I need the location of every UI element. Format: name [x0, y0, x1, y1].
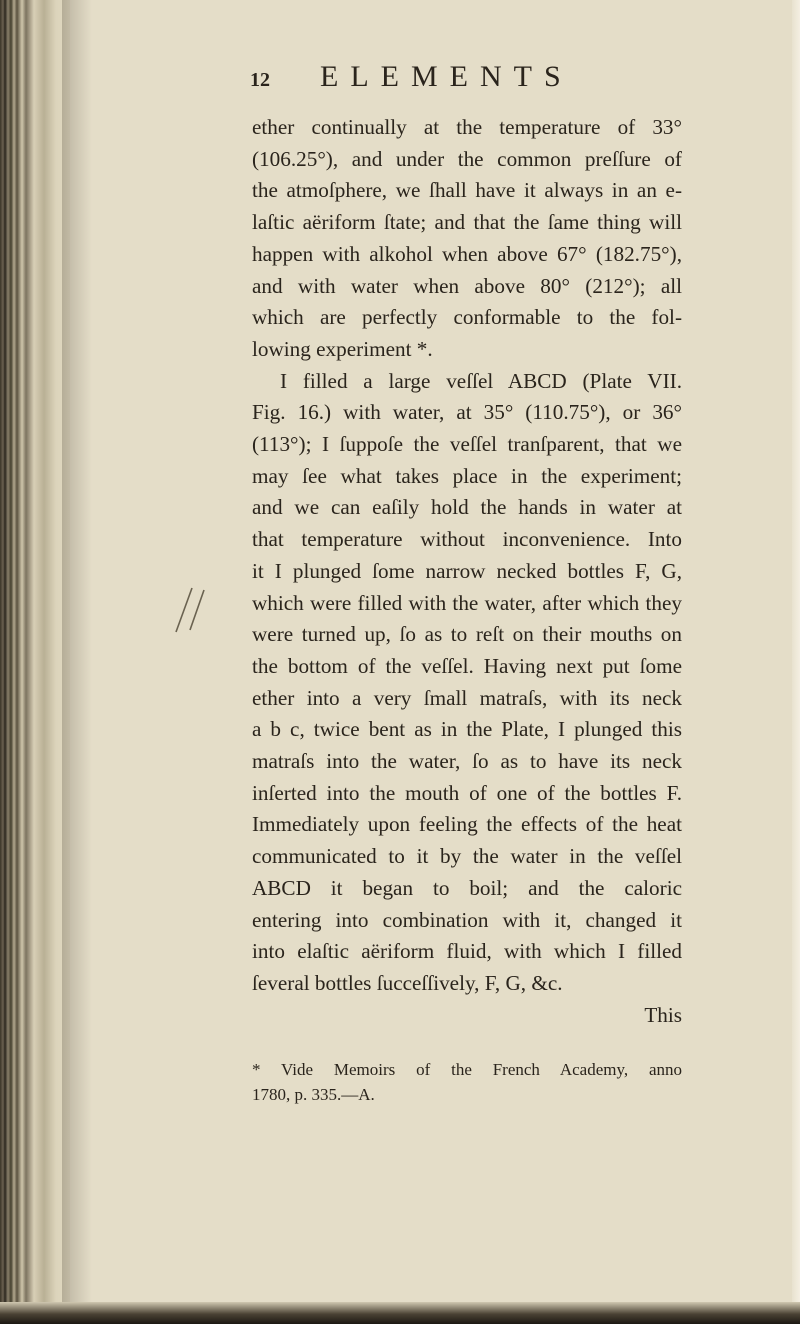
- text-line: ABCD it began to boil; and the caloric: [252, 875, 682, 900]
- page-number: 12: [250, 69, 270, 91]
- text-line: laſtic aëriform ſtate; and that the ſame thing will: [252, 210, 682, 235]
- catchword: This: [644, 1002, 682, 1027]
- text-line: that temperature without inconvenience. Into: [252, 527, 682, 552]
- text-line: and with water when above 80° (212°); all: [252, 273, 682, 298]
- text-line: (106.25°), and under the common preſſure of: [252, 146, 682, 171]
- text-line: ſeveral bottles ſucceſſively, F, G, &c.: [252, 970, 563, 995]
- text-line: Immediately upon feeling the effects of the heat: [252, 812, 682, 837]
- text-line: Fig. 16.) with water, at 35° (110.75°), or 36°: [252, 400, 682, 425]
- text-line: a b c, twice bent as in the Plate, I plunged this: [252, 717, 682, 742]
- gutter-shadow: [62, 0, 92, 1324]
- text-line: inſerted into the mouth of one of the bottles F.: [252, 780, 682, 805]
- text-line: may ſee what takes place in the experiment;: [252, 463, 682, 488]
- text-line: entering into combination with it, changed it: [252, 907, 682, 932]
- page-bottom-edge: [0, 1302, 800, 1324]
- text-line: ether continually at the temperature of 33°: [252, 115, 682, 139]
- text-line: into elaſtic aëriform fluid, with which I filled: [252, 939, 682, 964]
- text-line: happen with alkohol when above 67° (182.75°),: [252, 241, 682, 266]
- text-line: matraſs into the water, ſo as to have its neck: [252, 749, 682, 774]
- running-title: ELEMENTS: [320, 60, 573, 93]
- book-gutter: [0, 0, 70, 1324]
- text-line: the atmoſphere, we ſhall have it always in an e-: [252, 178, 682, 203]
- page-header: [250, 60, 800, 100]
- footnote: [252, 1057, 682, 1107]
- text-line: it I plunged ſome narrow necked bottles F, G,: [252, 558, 682, 583]
- text-line: (113°); I ſuppoſe the veſſel tranſparent, that we: [252, 432, 682, 457]
- text-line: the bottom of the veſſel. Having next put ſome: [252, 653, 682, 678]
- text-line: which were filled with the water, after which they: [252, 590, 682, 615]
- footnote-line: 1780, p. 335.—A.: [252, 1085, 375, 1105]
- text-line: were turned up, ſo as to reſt on their mouths on: [252, 622, 682, 647]
- book-page: [252, 60, 800, 1107]
- text-line: ether into a very ſmall matraſs, with its neck: [252, 685, 682, 710]
- footnote-line: * Vide Memoirs of the French Academy, anno: [252, 1060, 682, 1080]
- text-line: which are perfectly conformable to the fol-: [252, 305, 682, 330]
- text-line: lowing experiment *.: [252, 336, 433, 361]
- pencil-margin-mark: [170, 580, 230, 640]
- text-line: and we can eaſily hold the hands in water at: [252, 495, 682, 520]
- text-line: I filled a large veſſel ABCD (Plate VII.: [280, 368, 682, 393]
- body-text: [252, 112, 682, 1000]
- text-line: communicated to it by the water in the veſſel: [252, 844, 682, 869]
